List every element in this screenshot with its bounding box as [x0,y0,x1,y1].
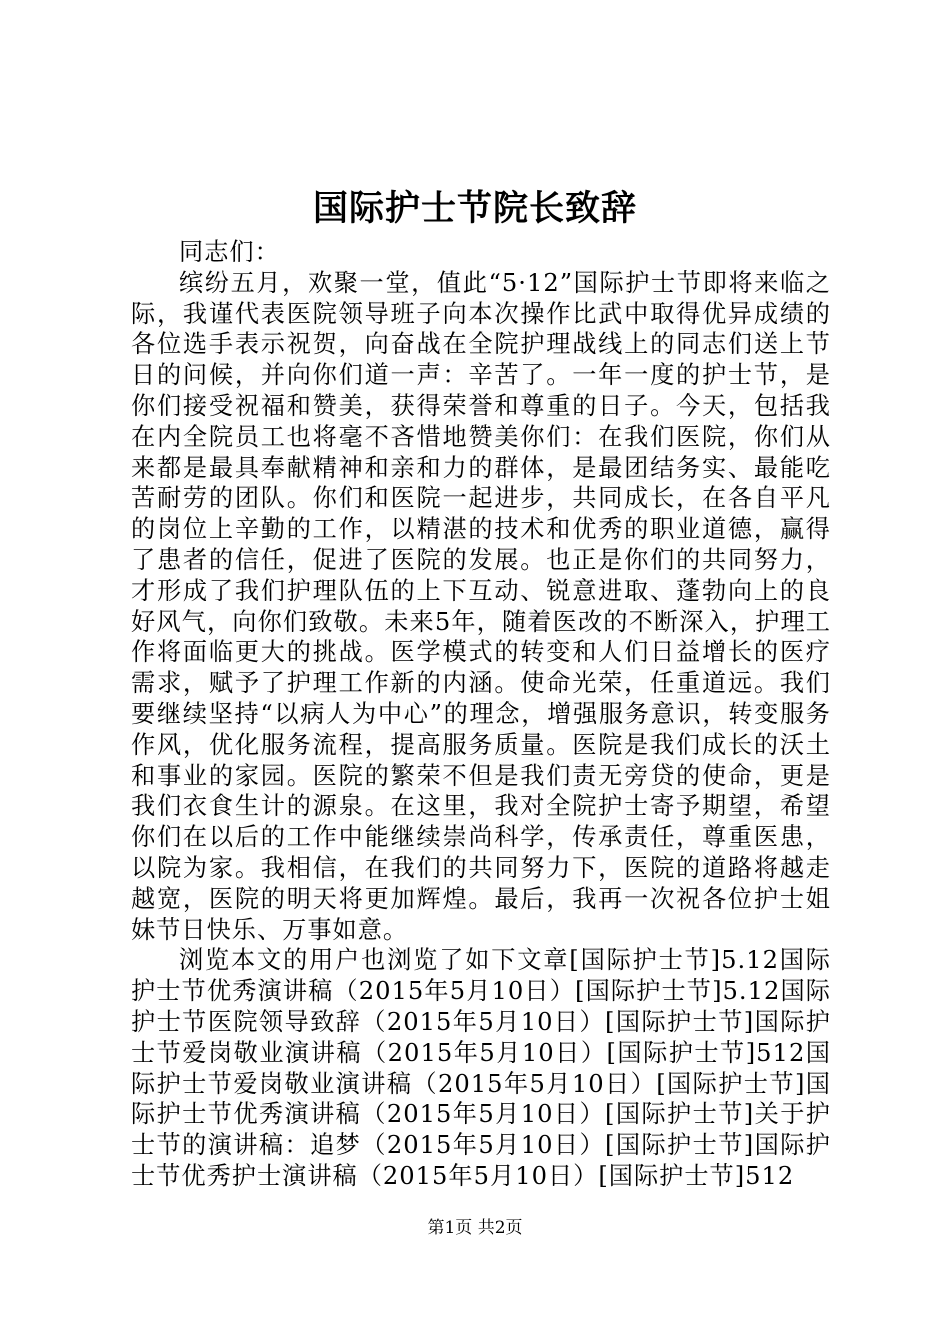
document-body [131,237,831,1192]
greeting-line: 同志们： [179,238,280,266]
page-number-footer: 第1页 共2页 [427,1218,523,1238]
related-articles-paragraph: 浏览本文的用户也浏览了如下文章[国际护士节]5.12国际护士节优秀演讲稿（2015年5月10日）[国际护士节]5.12国际护士节医院领导致辞（2015年5月10日）[国际护士节]国际护士节爱岗敬业演讲稿（2015年5月10日）[国际护士节]512国际护士节爱岗敬业演讲稿（2015年5月10日）[国际护士节]国际护士节优秀演讲稿（2015年5月10日）[国际护士节]关于护士节的演讲稿：追梦（2015年5月10日）[国际护士节]国际护士节优秀护士演讲稿（2015年5月10日）[国际护士节]512 [131,946,831,1190]
speech-paragraph: 缤纷五月，欢聚一堂，值此“5·12”国际护士节即将来临之际，我谨代表医院领导班子向本次操作比武中取得优异成绩的各位选手表示祝贺，向奋战在全院护理战线上的同志们送上节日的问候，并向你们道一声：辛苦了。一年一度的护士节，是你们接受祝福和赞美，获得荣誉和尊重的日子。今天，包括我在内全院员工也将毫不吝惜地赞美你们：在我们医院，你们从来都是最具奉献精神和亲和力的群体，是最团结务实、最能吃苦耐劳的团队。你们和医院一起进步，共同成长，在各自平凡的岗位上辛勤的工作，以精湛的技术和优秀的职业道德，赢得了患者的信任，促进了医院的发展。也正是你们的共同努力，才形成了我们护理队伍的上下互动、锐意进取、蓬勃向上的良好风气，向你们致敬。未来5年，随着医改的不断深入，护理工作将面临更大的挑战。医学模式的转变和人们日益增长的医疗需求，赋予了护理工作新的内涵。使命光荣，任重道远。我们要继续坚持“以病人为中心”的理念，增强服务意识，转变服务作风，优化服务流程，提高服务质量。医院是我们成长的沃土和事业的家园。医院的繁荣不但是我们责无旁贷的使命，更是我们衣食生计的源泉。在这里，我对全院护士寄予期望，希望你们在以后的工作中能继续崇尚科学，传承责任，尊重医患，以院为家。我相信，在我们的共同努力下，医院的道路将越走越宽，医院的明天将更加辉煌。最后，我再一次祝各位护士姐妹节日快乐、万事如意。 [131,268,831,944]
document-title: 国际护士节院长致辞 [312,188,637,229]
